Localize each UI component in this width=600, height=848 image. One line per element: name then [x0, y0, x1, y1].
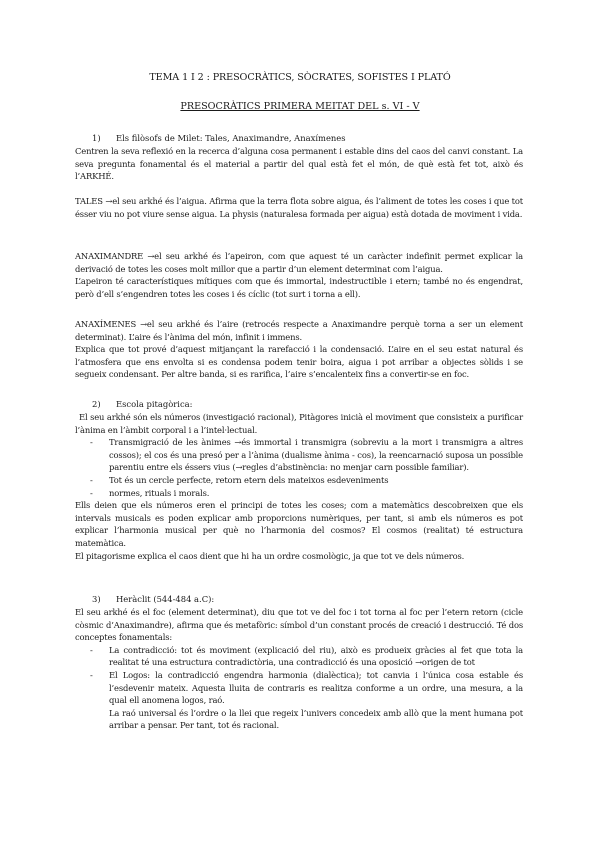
section-3-number: 3) [92, 594, 101, 604]
anaximandre-paragraph-2: L’apeiron té característiques mítiques com que és immortal, indestructible i etern; també no és engendrat, però d’ell s’engendren totes les coses i és cíclic (tot surt i torna a ell). [75, 276, 523, 299]
section-2-paragraph-1: Ells deien que els números eren el principi de totes les coses; com a matemàtics descobreixen que els intervals musicals es poden explicar amb proporcions numèriques, per tant, si amb els números es pot explicar l’harmonia musical per què no l’harmonia del cosmos? El cosmos (realitat) té estructura matemàtica. [75, 500, 523, 548]
anaximenes-paragraph-1: ANAXÍMENES →el seu arkhé és l’aire (retrocés respecte a Anaximandre perquè torna a ser un element determinat). L’aire és l’ànima del món, infinit i immens. [75, 319, 523, 342]
section-3-heading [92, 593, 214, 606]
section-3-heading-text: Heràclit (544-484 a.C): [116, 594, 215, 604]
section-1-heading [92, 132, 346, 145]
heraclitus-list [75, 644, 523, 707]
list-item: - Tot és un cercle perfecte, retorn etern dels mateixos esdeveniments [75, 474, 523, 487]
anaximandre-paragraph-1: ANAXIMANDRE →el seu arkhé és l’apeiron, com que aquest té un caràcter indefinit permet explicar la derivació de totes les coses molt millor que a partir d’un element determinat com l’aigua. [75, 251, 523, 274]
section-3-intro: El seu arkhé és el foc (element determinat), diu que tot ve del foc i tot torna al foc per l’etern retorn (cicle còsmic d’Anaximandre), afirma que és metafòric: símbol d’un constant procés de creació i destrucció. Té dos conceptes fonamentals: [75, 607, 523, 643]
document-title: TEMA 1 I 2 : PRESOCRÀTICS, SÒCRATES, SOFISTES I PLATÓ [149, 72, 451, 83]
section-2-number: 2) [92, 399, 101, 409]
tales-paragraph: TALES →el seu arkhé és l’aigua. Afirma que la terra flota sobre aigua, és l’aliment de totes les coses i que tot ésser viu no pot viure sense aigua. La physis (naturalesa formada per aigua) està dotada de moviment i vida. [75, 196, 523, 219]
list-item: - normes, rituals i morals. [75, 487, 523, 500]
section-2-paragraph-2: El pitagorisme explica el caos dient que hi ha un ordre cosmològic, ja que tot ve dels números. [75, 550, 465, 561]
pythagorean-list [75, 436, 523, 499]
list-item: - Transmigració de les ànimes →és immortal i transmigra (sobreviu a la mort i transmigra a altres cossos); el cos és una presó per a l’ànima (dualisme ànima - cos), la reencarnació suposa un possible parentiu entre els éssers vius (→regles d’abstinència: no menjar carn possible familiar). [75, 436, 523, 474]
tales-paragraph-block [75, 195, 523, 220]
section-2-heading-text: Escola pitagòrica: [116, 399, 193, 409]
section-2-body [75, 411, 523, 562]
document-subtitle: PRESOCRÀTICS PRIMERA MEITAT DEL s. VI - V [180, 101, 420, 112]
anaximandre-block [75, 250, 523, 300]
section-2-heading [92, 398, 192, 411]
section-1-heading-text: Els filòsofs de Milet: Tales, Anaximandre, Anaxímenes [116, 133, 346, 143]
section-1-intro-text: Centren la seva reflexió en la recerca d’alguna cosa permanent i estable dins del caos del canvi constant. La seva pregunta fonamental és el material a partir del qual està fet el món, de què està fet tot, això és l’ARKHÉ. [75, 146, 523, 182]
anaximenes-paragraph-2: Explica que tot prové d’aquest mitjançant la rarefacció i la condensació. L’aire en el seu estat natural és l’atmosfera que ens envolta si es condensa podem tenir boira, aigua i pot arribar a objectes sòlids i se segueix condensant. Per altre banda, si es rarifica, l’aire s’encalenteix fins a convertir-se en foc. [75, 344, 523, 380]
section-3-continuation: La raó universal és l’ordre o la llei que regeix l’univers concedeix amb allò que la ment humana pot arribar a pensar. Per tant, tot és racional. [109, 707, 523, 731]
section-1-intro [75, 145, 523, 183]
section-3-body [75, 606, 523, 732]
section-1-number: 1) [92, 133, 101, 143]
list-item: - La contradicció: tot és moviment (explicació del riu), això es produeix gràcies al fet que tota la realitat té una estructura contradictòria, una contradicció és una oposició →origen de tot [75, 644, 523, 669]
list-item: - El Logos: la contradicció engendra harmonia (dialèctica); tot canvia i l’única cosa estable és l’esdevenir mateix. Aquesta lluita de contraris es realitza conforme a un ordre, una mesura, a la qual ell anomena logos, raó. [75, 669, 523, 707]
section-2-intro: El seu arkhé són els números (investigació racional), Pitàgores inicià el moviment que consisteix a purificar l’ànima en l’àmbit corporal i a l’intel·lectual. [75, 412, 523, 435]
anaximenes-block [75, 318, 523, 381]
